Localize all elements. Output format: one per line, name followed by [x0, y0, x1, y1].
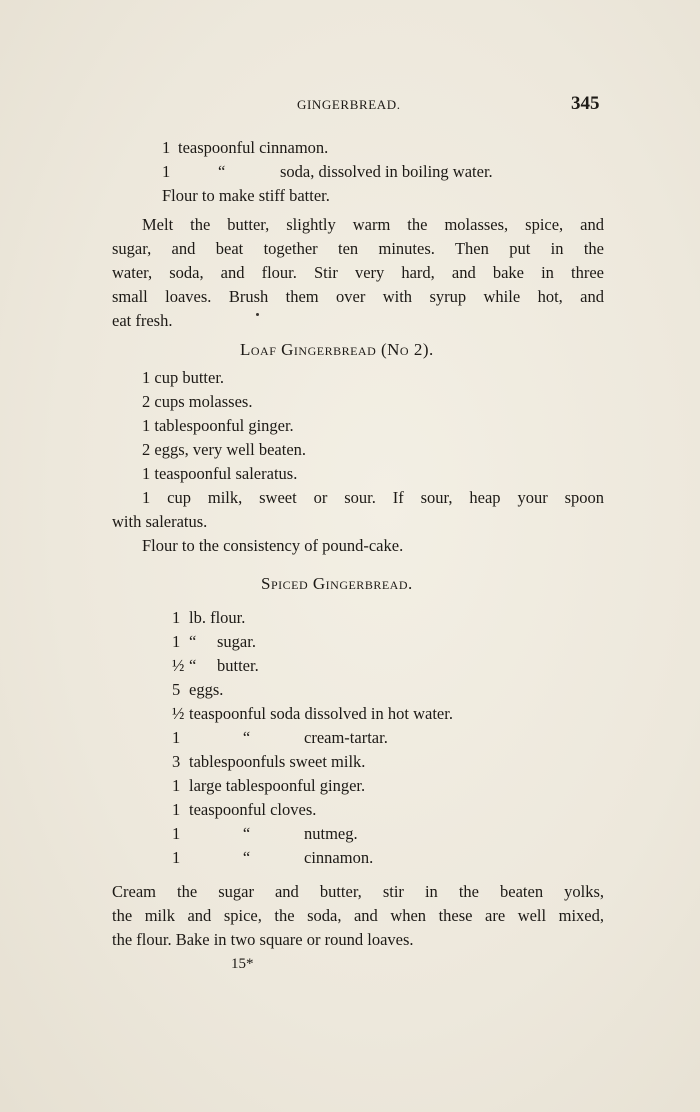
ditto-mark: “	[242, 848, 251, 867]
ingredient-line	[172, 728, 388, 748]
ingredient-line	[172, 704, 453, 724]
ingredient-line	[172, 680, 223, 700]
ingredient-text: lb. flour.	[189, 608, 246, 627]
ingredient-text: nutmeg.	[304, 824, 358, 843]
ingredient-line	[172, 608, 245, 628]
ingredient-quantity: 1	[172, 632, 181, 651]
instruction-line: Melt the butter, slightly warm the molasses, spice, and	[142, 215, 604, 234]
ingredient-line: 1 tablespoonful ginger.	[142, 416, 294, 435]
ingredient-quantity: 1	[172, 608, 181, 627]
ingredient-quantity: 1	[172, 728, 181, 747]
ingredient-line	[172, 752, 365, 772]
ingredient-text: cinnamon.	[304, 848, 374, 867]
ingredient-line	[172, 848, 373, 868]
ingredient-text: butter.	[217, 656, 259, 675]
ingredient-quantity: 1	[172, 800, 181, 819]
ingredient-text: teaspoonful soda dissolved in hot water.	[189, 704, 453, 723]
ingredient-line: 1 cup butter.	[142, 368, 225, 387]
ditto-mark: “	[242, 728, 251, 747]
ingredient-text: sugar.	[217, 632, 256, 651]
ingredient-line: 1 “ soda, dissolved in boiling water.	[162, 162, 493, 181]
ingredient-text: teaspoonful cloves.	[189, 800, 317, 819]
instruction-line: eat fresh.	[112, 311, 173, 330]
ingredient-quantity: ½	[172, 656, 185, 675]
ingredient-quantity: 1	[172, 824, 181, 843]
running-header-title: GINGERBREAD.	[297, 97, 401, 112]
ingredient-line: 1 cup milk, sweet or sour. If sour, heap your spoon	[142, 488, 604, 507]
ingredient-quantity: 1	[172, 776, 181, 795]
ingredient-line: 1 teaspoonful saleratus.	[142, 464, 298, 483]
ingredient-text: cream-tartar.	[304, 728, 388, 747]
ingredient-text: eggs.	[189, 680, 224, 699]
ingredient-line	[172, 824, 358, 844]
ingredient-text: tablespoonfuls sweet milk.	[189, 752, 366, 771]
instruction-line: small loaves. Brush them over with syrup while hot, and	[112, 287, 604, 306]
ingredient-quantity: 1	[172, 848, 181, 867]
ingredient-text: large tablespoonful ginger.	[189, 776, 366, 795]
ingredient-line: 2 eggs, very well beaten.	[142, 440, 307, 459]
page-number: 345	[571, 93, 600, 114]
instruction-line: sugar, and beat together ten minutes. Then put in the	[112, 239, 604, 258]
ingredient-line: Flour to make stiff batter.	[162, 186, 330, 205]
signature-mark: 15*	[231, 956, 254, 972]
ingredient-line: 1 teaspoonful cinnamon.	[162, 138, 329, 157]
ingredient-quantity: ½	[172, 704, 185, 723]
instruction-line: water, soda, and flour. Stir very hard, and bake in three	[112, 263, 604, 282]
recipe-heading-spiced: Spiced Gingerbread.	[261, 574, 413, 593]
ditto-mark: “	[189, 632, 197, 651]
ingredient-line	[172, 632, 256, 652]
instruction-line: the milk and spice, the soda, and when these are well mixed,	[112, 906, 604, 925]
ditto-mark: “	[242, 824, 251, 843]
instruction-line: Cream the sugar and butter, stir in the beaten yolks,	[112, 882, 604, 901]
ingredient-quantity: 3	[172, 752, 181, 771]
ingredient-line: 2 cups molasses.	[142, 392, 253, 411]
ingredient-line	[172, 800, 316, 820]
recipe-heading-loaf: Loaf Gingerbread (No 2).	[240, 340, 434, 359]
ink-speck	[256, 313, 259, 316]
instruction-line: the flour. Bake in two square or round loaves.	[112, 930, 414, 949]
ingredient-line	[172, 776, 365, 796]
ingredient-line: with saleratus.	[112, 512, 208, 531]
ingredient-quantity: 5	[172, 680, 181, 699]
ingredient-line	[172, 656, 259, 676]
ingredient-line: Flour to the consistency of pound-cake.	[142, 536, 404, 555]
ditto-mark: “	[189, 656, 197, 675]
